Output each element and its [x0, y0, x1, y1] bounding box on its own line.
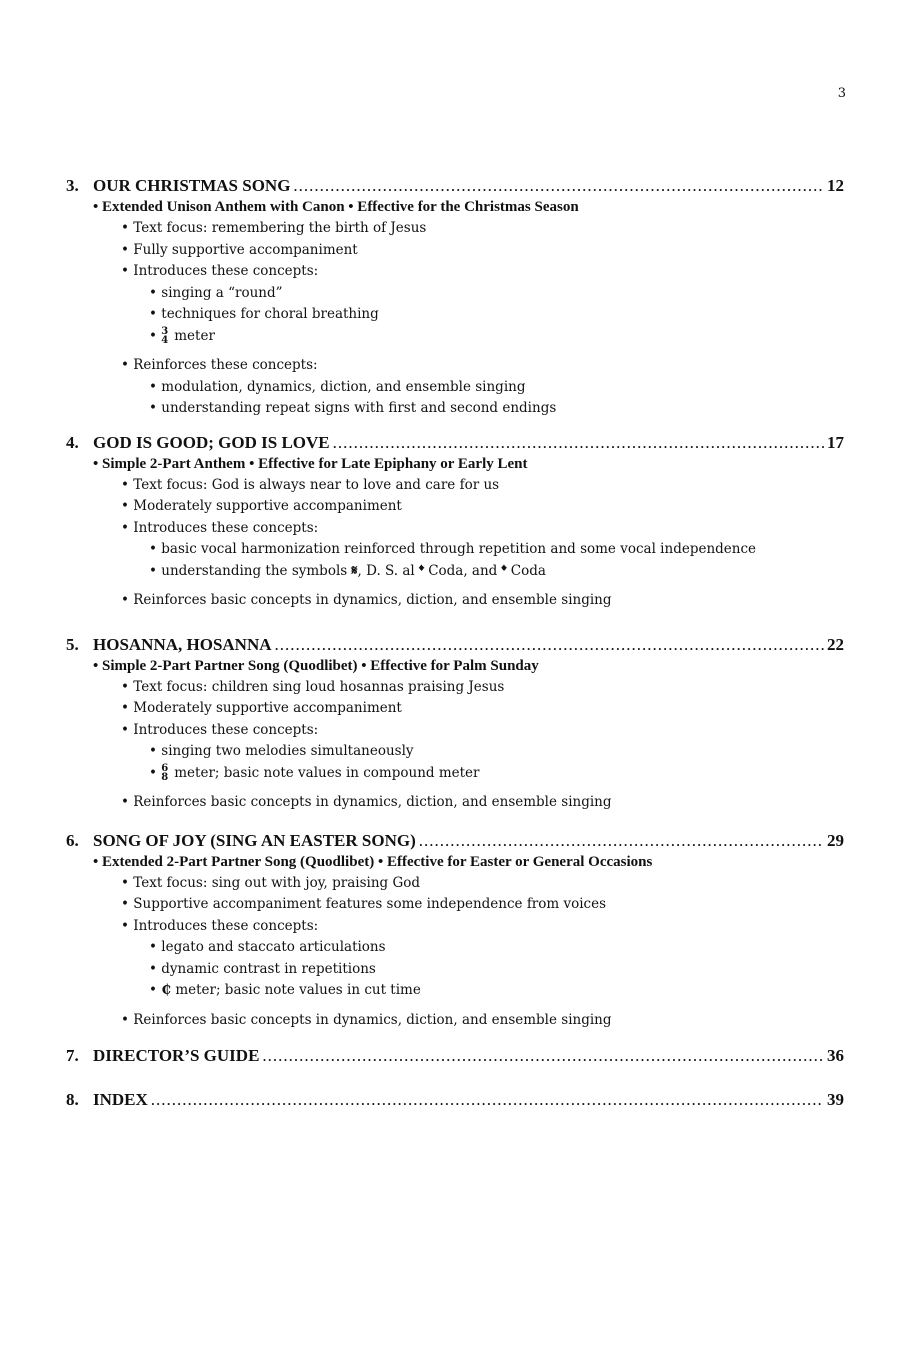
entry-subtitle: • Extended Unison Anthem with Canon • Effective for the Christmas Season — [93, 199, 579, 215]
dot-leader — [293, 175, 824, 197]
accompaniment: • Moderately supportive accompaniment — [121, 698, 844, 720]
concept-item: • legato and staccato articulations — [149, 937, 844, 959]
table-of-contents — [66, 175, 844, 1123]
entry-page: 36 — [827, 1046, 844, 1065]
dot-leader — [151, 1089, 824, 1111]
introduces-list — [149, 539, 844, 582]
concept-item: • basic vocal harmonization reinforced through repetition and some vocal independence — [149, 539, 844, 561]
coda-icon: 𝄌 — [419, 562, 424, 579]
text-focus: • Text focus: sing out with joy, praising God — [121, 873, 844, 895]
text-focus: • Text focus: remembering the birth of Jesus — [121, 218, 844, 240]
toc-entry-title-row[interactable] — [66, 1089, 844, 1111]
entry-number: 4. — [66, 432, 79, 452]
concept-item: • techniques for choral breathing — [149, 304, 844, 326]
accompaniment: • Moderately supportive accompaniment — [121, 496, 844, 518]
introduces-label: • Introduces these concepts: — [121, 261, 844, 283]
introduces-list — [149, 283, 844, 348]
concept-item: • singing two melodies simultaneously — [149, 741, 844, 763]
meter-item: • ₵ meter; basic note values in cut time — [149, 980, 844, 1002]
entry-number: 8. — [66, 1090, 79, 1109]
concept-item: • singing a “round” — [149, 283, 844, 305]
entry-subtitle: • Extended 2-Part Partner Song (Quodlibet) • Effective for Easter or General Occasions — [93, 853, 653, 870]
toc-entry-our-christmas-song — [66, 175, 844, 420]
entry-page: 39 — [827, 1090, 844, 1109]
toc-entry-directors-guide — [66, 1045, 844, 1067]
reinforces-text: • Reinforces basic concepts in dynamics, diction, and ensemble singing — [121, 1010, 844, 1032]
entry-page: 22 — [827, 634, 844, 654]
page-number: 3 — [837, 86, 846, 101]
toc-entry-song-of-joy — [66, 830, 844, 1032]
toc-entry-god-is-good — [66, 432, 844, 612]
entry-details — [121, 677, 844, 814]
dot-leader — [333, 432, 824, 454]
entry-details — [121, 873, 844, 1032]
introduces-label: • Introduces these concepts: — [121, 518, 844, 540]
entry-title: GOD IS GOOD; GOD IS LOVE — [93, 432, 330, 452]
introduces-label: • Introduces these concepts: — [121, 916, 844, 938]
introduces-label: • Introduces these concepts: — [121, 720, 844, 742]
entry-details — [121, 218, 844, 420]
dot-leader — [275, 634, 824, 656]
entry-subtitle: • Simple 2-Part Partner Song (Quodlibet) • Effective for Palm Sunday — [93, 657, 539, 674]
concept-item: • modulation, dynamics, diction, and ensemble singing — [149, 377, 844, 399]
introduces-list — [149, 937, 844, 1002]
entry-details — [121, 475, 844, 612]
reinforces-list — [149, 377, 844, 420]
entry-title: OUR CHRISTMAS SONG — [93, 176, 291, 195]
toc-entry-title-row[interactable] — [66, 432, 844, 454]
entry-number: 7. — [66, 1046, 79, 1065]
reinforces-text: • Reinforces basic concepts in dynamics, diction, and ensemble singing — [121, 590, 844, 612]
concept-item: • understanding repeat signs with first and second endings — [149, 398, 844, 420]
meter-item: • 3 4 meter — [149, 326, 844, 348]
toc-entry-title-row[interactable] — [66, 634, 844, 656]
entry-title: DIRECTOR’S GUIDE — [93, 1046, 260, 1065]
accompaniment: • Fully supportive accompaniment — [121, 240, 844, 262]
entry-subtitle: • Simple 2-Part Anthem • Effective for Late Epiphany or Early Lent — [93, 455, 528, 472]
entry-number: 3. — [66, 176, 79, 195]
toc-entry-title-row[interactable] — [66, 175, 844, 197]
segno-icon: 𝄋 — [351, 562, 358, 579]
entry-page: 17 — [827, 432, 844, 452]
symbols-item: • understanding the symbols 𝄋, D. S. al 𝄌 Coda, and 𝄌 Coda — [149, 561, 844, 583]
entry-number: 6. — [66, 830, 79, 850]
dot-leader — [262, 1045, 824, 1067]
dot-leader — [419, 830, 824, 852]
entry-page: 12 — [827, 176, 844, 195]
entry-title: SONG OF JOY (SING AN EASTER SONG) — [93, 830, 416, 850]
cut-time-icon: ₵ — [161, 982, 172, 998]
accompaniment: • Supportive accompaniment features some independence from voices — [121, 894, 844, 916]
meter-item: • 6 8 meter; basic note values in compound meter — [149, 763, 844, 785]
entry-page: 29 — [827, 830, 844, 850]
toc-entry-title-row[interactable] — [66, 830, 844, 852]
introduces-list — [149, 741, 844, 784]
reinforces-label: • Reinforces these concepts: — [121, 355, 844, 377]
entry-title: INDEX — [93, 1090, 148, 1109]
toc-entry-title-row[interactable] — [66, 1045, 844, 1067]
toc-entry-index — [66, 1089, 844, 1111]
entry-number: 5. — [66, 634, 79, 654]
text-focus: • Text focus: God is always near to love and care for us — [121, 475, 844, 497]
concept-item: • dynamic contrast in repetitions — [149, 959, 844, 981]
text-focus: • Text focus: children sing loud hosannas praising Jesus — [121, 677, 844, 699]
toc-entry-hosanna — [66, 634, 844, 814]
time-signature-3-4: 3 4 — [161, 326, 169, 346]
time-signature-6-8: 6 8 — [161, 763, 169, 783]
coda-icon: 𝄌 — [501, 562, 507, 579]
entry-title: HOSANNA, HOSANNA — [93, 634, 272, 654]
reinforces-text: • Reinforces basic concepts in dynamics, diction, and ensemble singing — [121, 792, 844, 814]
